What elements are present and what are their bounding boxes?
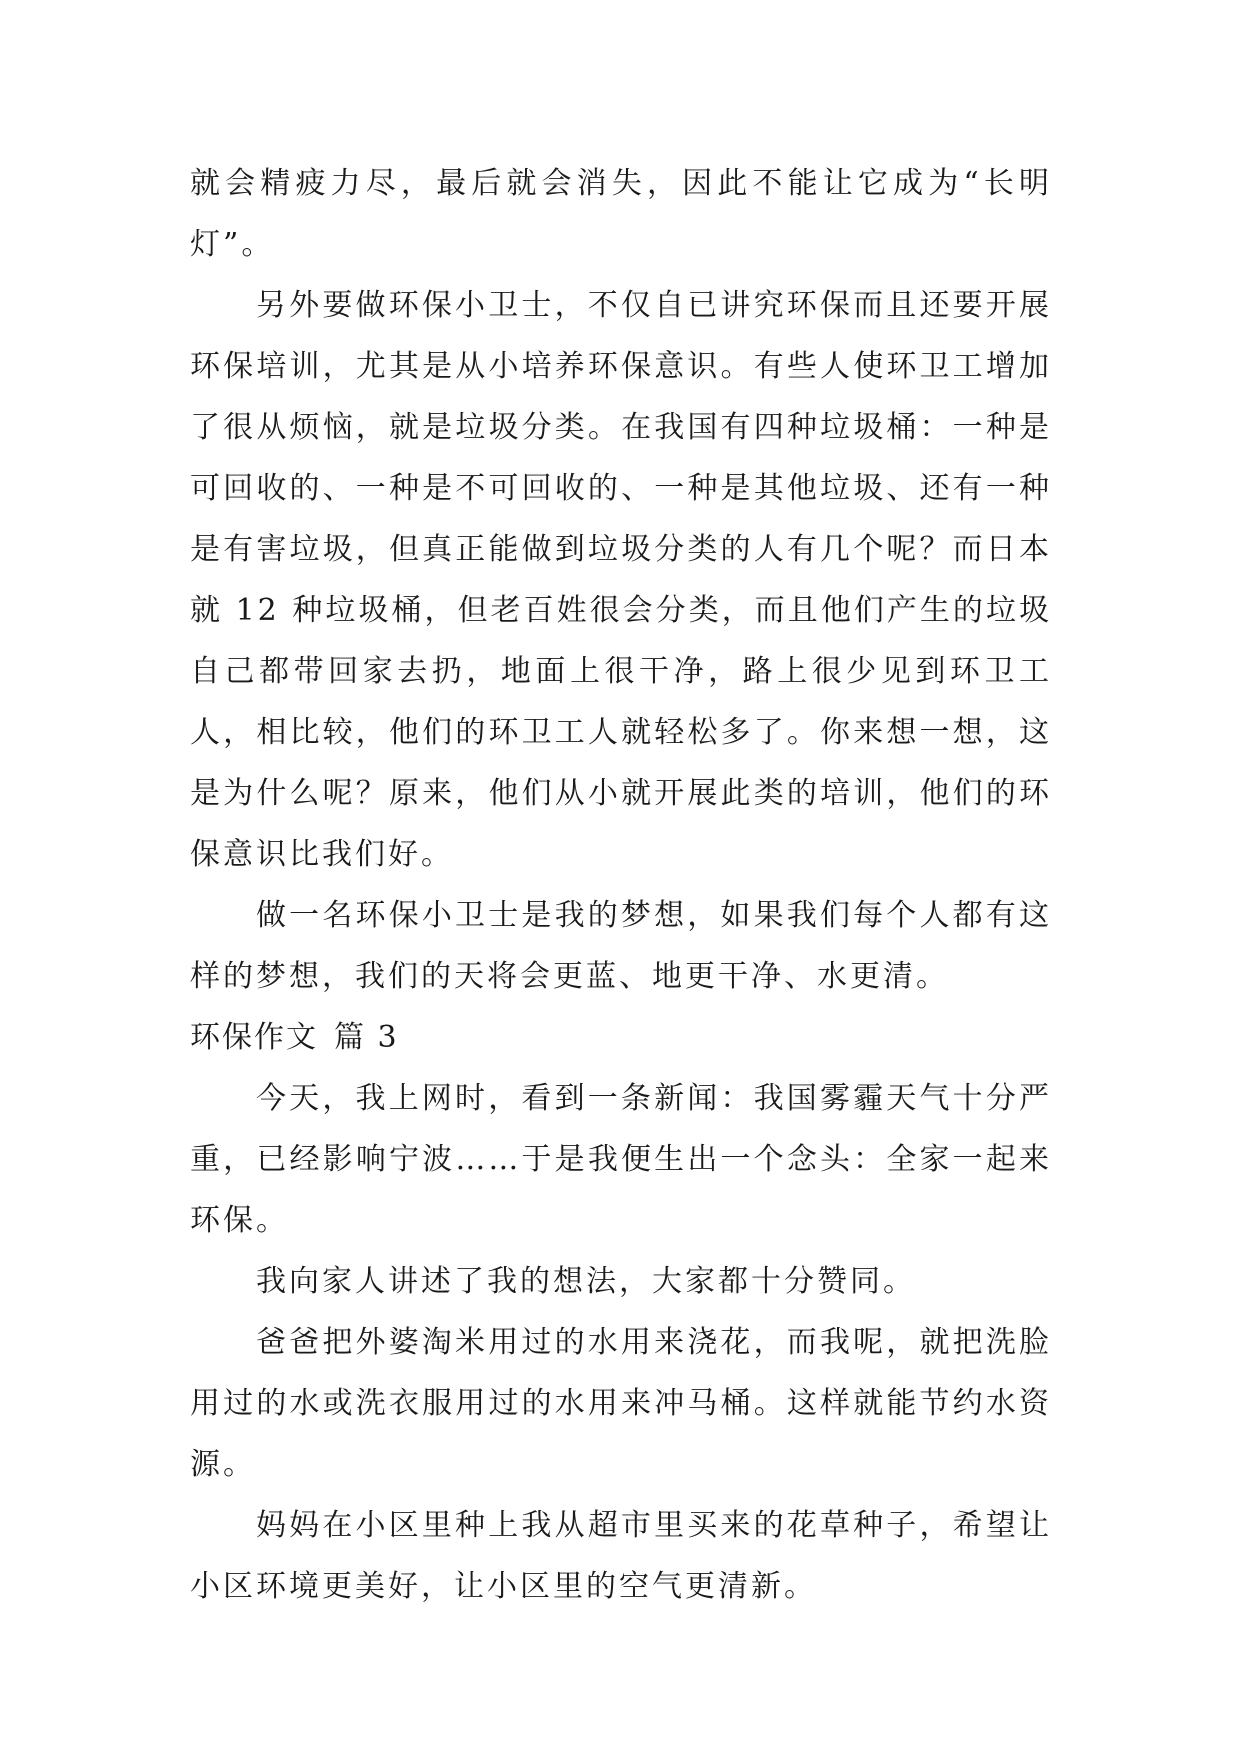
paragraph-3: 做一名环保小卫士是我的梦想，如果我们每个人都有这样的梦想，我们的天将会更蓝、地更干净、水更清。 (190, 898, 1052, 994)
paragraph-1: 就会精疲力尽，最后就会消失，因此不能让它成为“长明灯”。 (190, 166, 1052, 262)
document-page (190, 153, 1052, 1617)
paragraph-5: 我向家人讲述了我的想法，大家都十分赞同。 (256, 1264, 916, 1299)
paragraph-2: 另外要做环保小卫士，不仅自已讲究环保而且还要开展环保培训，尤其是从小培养环保意识。有些人使环卫工增加了很从烦恼，就是垃圾分类。在我国有四种垃圾桶：一种是可回收的、一种是不可回收的、一种是其他垃圾、还有一种是有害垃圾，但真正能做到垃圾分类的人有几个呢？而日本就 12 种垃圾桶，但老百姓很会分类，而且他们产生的垃圾自己都带回家去扔，地面上很干净，路上很少见到环卫工人，相比较，他们的环卫工人就轻松多了。你来想一想，这是为什么呢？原来，他们从小就开展此类的培训，他们的环保意识比我们好。 (190, 288, 1052, 872)
section-heading-number: 篇 3 (334, 1020, 399, 1055)
paragraph-7: 妈妈在小区里种上我从超市里买来的花草种子，希望让小区环境更美好，让小区里的空气更清新。 (190, 1508, 1052, 1604)
section-heading-title: 环保作文 (190, 1020, 318, 1055)
paragraph-6: 爸爸把外婆淘米用过的水用来浇花，而我呢，就把洗脸用过的水或洗衣服用过的水用来冲马桶。这样就能节约水资源。 (190, 1325, 1052, 1482)
paragraph-4: 今天，我上网时，看到一条新闻：我国雾霾天气十分严重，已经影响宁波……于是我便生出一个念头：全家一起来环保。 (190, 1081, 1052, 1238)
section-heading (190, 1007, 1052, 1068)
